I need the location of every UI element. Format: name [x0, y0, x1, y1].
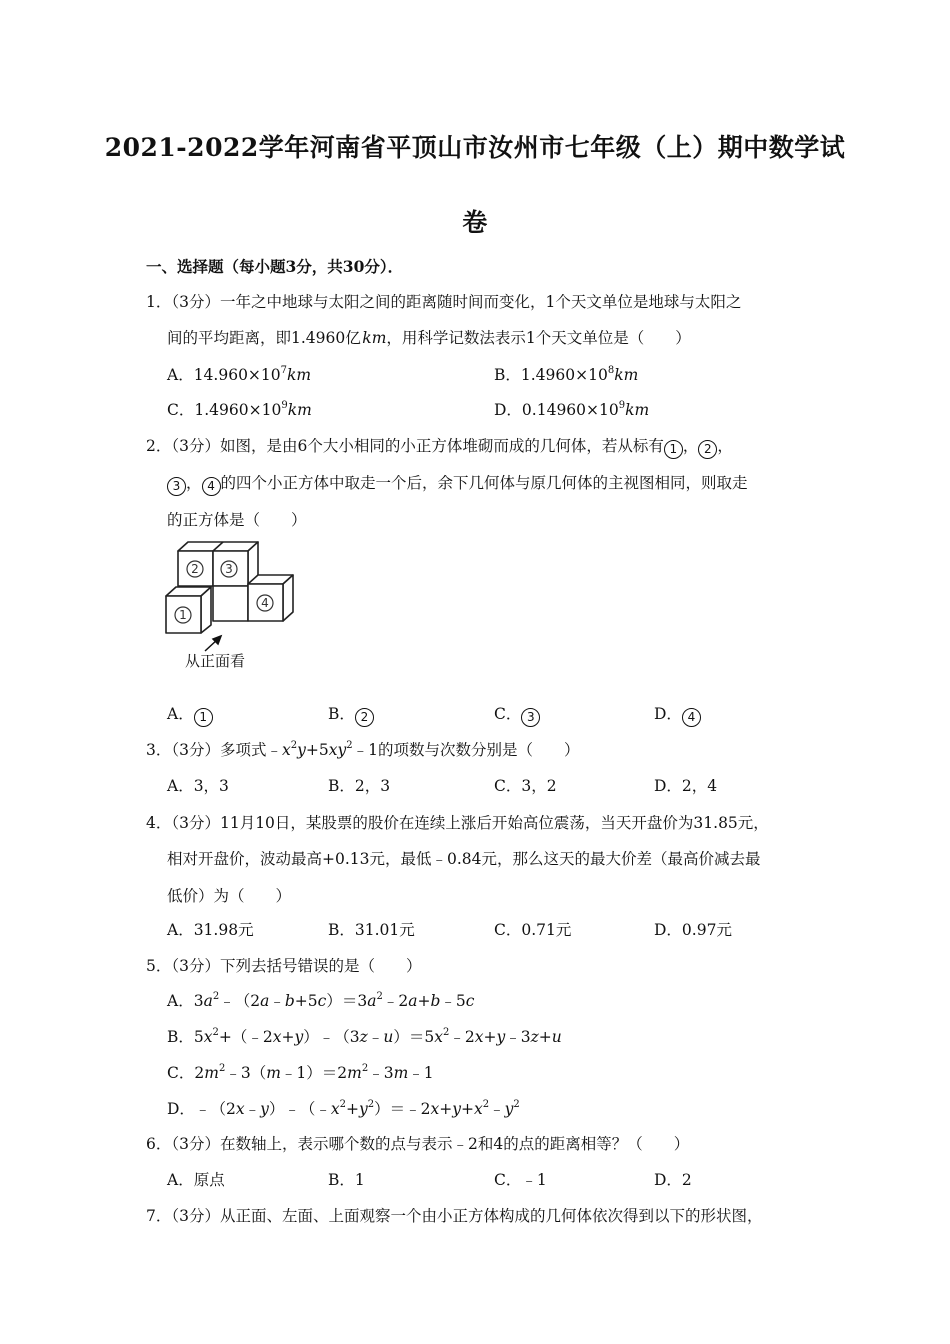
q2-option-d: D． 4: [654, 704, 701, 727]
q6-option-d: D．2: [654, 1171, 692, 1189]
q3-option-c: C．3，2: [494, 777, 557, 795]
q3-line: 3．（3分）多项式$﹣x^2y+5xy^2﹣1$的项数与次数分别是（ ）: [146, 740, 580, 759]
q1-option-a: A．$14.960\times 10^7km$: [167, 365, 312, 384]
q1-option-b: B．$1.4960\times 10^8km$: [494, 365, 639, 384]
cube-label-1: 1: [179, 608, 187, 622]
cubes-figure: [163, 537, 298, 672]
title-line-1: 2021-2022学年河南省平顶山市汝州市七年级（上）期中数学试: [104, 133, 846, 162]
q4-option-c: C．0.71元: [494, 921, 572, 939]
q4-line-3: 低价）为（ ）: [167, 887, 292, 905]
q5-option-d: D．$﹣(2x﹣y)﹣(﹣x^2+y^2)=﹣2x+y+x^2﹣y^2$: [167, 1099, 520, 1118]
q5-option-b: B．$5x^2+(﹣2x+y)﹣(3z﹣u)=5x^2﹣2x+y﹣3z+u$: [167, 1027, 562, 1046]
view-arrow-icon: [205, 636, 221, 651]
q6-option-a: A．原点: [167, 1171, 225, 1189]
q6-line: 6．（3分）在数轴上，表示哪个数的点与表示﹣2和4的点的距离相等？（ ）: [146, 1135, 690, 1153]
q3-option-d: D．2，4: [654, 777, 718, 795]
q4-option-b: B．31.01元: [328, 921, 415, 939]
q2-line-2: 3 ， 4 的四个小正方体中取走一个后，余下几何体与原几何体的主视图相同，则取走: [167, 473, 748, 496]
q1-line-2: 间的平均距离，即1.4960亿 km，用科学记数法表示1个天文单位是（ ）: [167, 329, 691, 347]
q1-option-d: D．$0.14960\times 10^9km$: [494, 400, 650, 419]
q4-option-d: D．0.97元: [654, 921, 732, 939]
q3-option-b: B．2，3: [328, 777, 391, 795]
q5-option-a: A．$3a^2﹣(2a﹣b+5c)=3a^2﹣2a+b﹣5c$: [167, 991, 475, 1010]
q5-line: 5．（3分）下列去括号错误的是（ ）: [146, 957, 422, 975]
q7-line: 7．（3分）从正面、左面、上面观察一个由小正方体构成的几何体依次得到以下的形状图，: [146, 1207, 763, 1225]
q2-line-1: 2．（3分）如图，是由6个大小相同的小正方体堆砌而成的几何体，若从标有 1 ， 2 ，: [146, 436, 733, 459]
q2-option-c: C． 3: [494, 704, 540, 727]
q6-option-c: C．﹣1: [494, 1171, 547, 1189]
q2-line-3: 的正方体是（ ）: [167, 511, 307, 529]
q2-option-b: B． 2: [328, 704, 374, 727]
q2-option-a: A． 1: [167, 704, 213, 727]
q5-option-c: C．$2m^2﹣3(m﹣1)=2m^2﹣3m﹣1$: [167, 1063, 434, 1082]
q6-option-b: B．1: [328, 1171, 365, 1189]
q3-option-a: A．3，3: [167, 777, 229, 795]
title-line-2: 卷: [462, 208, 488, 237]
view-label: 从正面看: [185, 652, 246, 670]
section-heading: 一、选择题（每小题3分，共30分）．: [146, 257, 404, 276]
cube-label-4: 4: [261, 596, 269, 610]
q4-line-1: 4．（3分）11月10日，某股票的股价在连续上涨后开始高位震荡，当天开盘价为31.85元，: [146, 814, 769, 832]
q4-line-2: 相对开盘价，波动最高+0.13元，最低﹣0.84元，那么这天的最大价差（最高价减去最: [167, 850, 761, 868]
cube-label-3: 3: [225, 562, 233, 576]
q1-option-c: C．$1.4960\times 10^9km$: [167, 400, 312, 419]
cube-label-2: 2: [191, 562, 199, 576]
q1-line-1: 1．（3分）一年之中地球与太阳之间的距离随时间而变化，1个天文单位是地球与太阳之: [146, 293, 742, 311]
q4-option-a: A．31.98元: [167, 921, 254, 939]
